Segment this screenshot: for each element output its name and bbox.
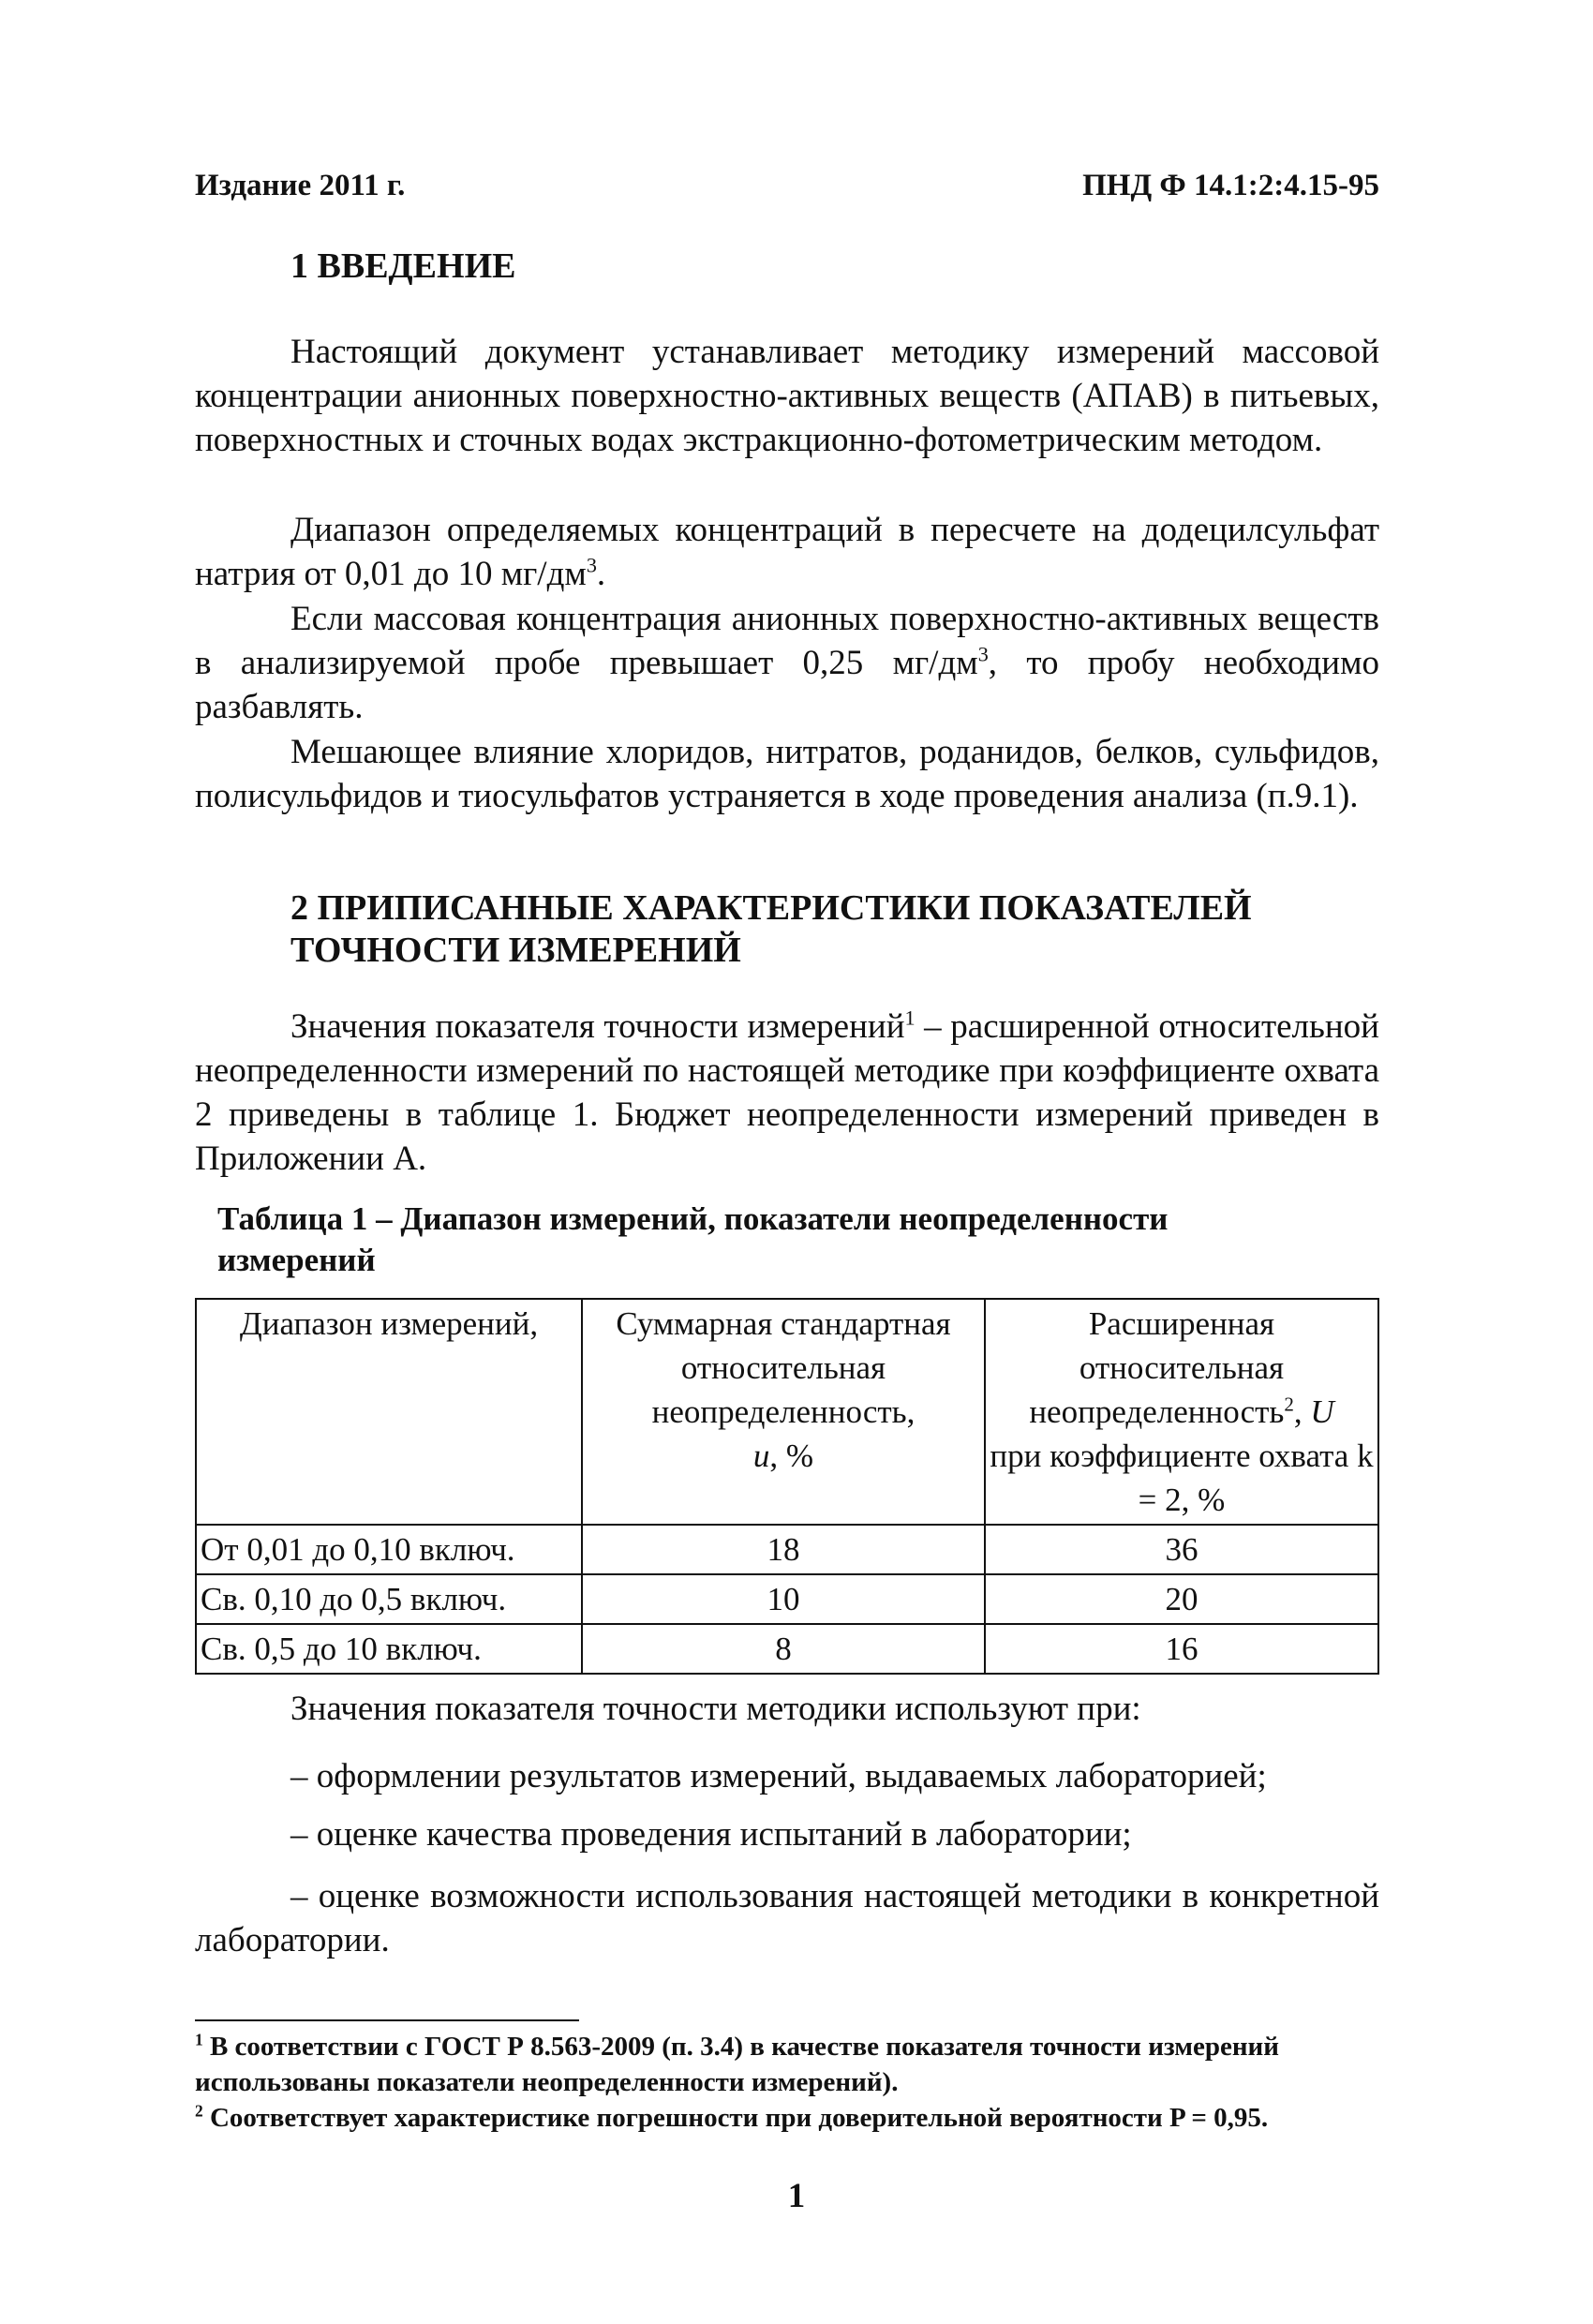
section-2-paragraph: Значения показателя точности измерений$^1$ – расширенной относительной неопределенности измерений по настоящей методике при коэффициенте охвата 2 приведены в таблице 1. Бюджет неопределенности измерений приведен в Приложении А. [195, 1006, 1379, 1178]
cell-u: 18 [582, 1525, 985, 1574]
section-1-title: 1 ВВЕДЕНИЕ [290, 246, 516, 286]
intro-paragraph-3: Если массовая концентрация анионных поверхностно-активных веществ в анализируемой пробе превышает 0,25 $мг/дм^3$, то пробу необходимо разбавлять. [195, 600, 1379, 726]
page-number: 1 [787, 2177, 806, 2215]
table-row [196, 1574, 1378, 1624]
list-item: – оформлении результатов измерений, выдаваемых лабораторией; [290, 1757, 1267, 1795]
section-2-title: 2 ПРИПИСАННЫЕ ХАРАКТЕРИСТИКИ ПОКАЗАТЕЛЕЙ ТОЧНОСТИ ИЗМЕРЕНИЙ [290, 888, 1252, 970]
document-code: ПНД Ф 14.1:2:4.15-95 [1082, 169, 1379, 202]
cell-U: 36 [985, 1525, 1378, 1574]
list-item: – оценке качества проведения испытаний в лаборатории; [290, 1815, 1132, 1854]
table-header-row [196, 1299, 1378, 1525]
cell-range: Св. 0,5 до 10 включ. [196, 1624, 582, 1674]
intro-paragraph-2: Диапазон определяемых концентраций в пересчете на додецилсульфат натрия от 0,01 до 10 $мг/дм^3$. [195, 511, 1379, 593]
footnote-2: $^2$ Соответствует характеристике погрешности при доверительной вероятности P = 0,95. [195, 2101, 1269, 2133]
intro-paragraph-1: Настоящий документ устанавливает методику измерений массовой концентрации анионных поверхностно-активных веществ (АПАВ) в питьевых, поверхностных и сточных водах экстракционно-фотометрическим методом. [195, 333, 1379, 459]
footnote-1: $^1$ В соответствии с ГОСТ Р 8.563-2009 (п. 3.4) в качестве показателя точности измерений использованы показатели неопределенности измерений). [195, 2030, 1279, 2097]
cell-range: От 0,01 до 0,10 включ. [196, 1525, 582, 1574]
header-range: Диапазон измерений, [196, 1299, 582, 1525]
header-standard-uncertainty: Суммарная стандартная относительная неопределенность, u, % [582, 1299, 985, 1525]
table-row [196, 1624, 1378, 1674]
cell-U: 16 [985, 1624, 1378, 1674]
cell-range: Св. 0,10 до 0,5 включ. [196, 1574, 582, 1624]
usage-intro: Значения показателя точности методики используют при: [290, 1690, 1141, 1728]
uncertainty-table [195, 1298, 1379, 1675]
cell-u: 8 [582, 1624, 985, 1674]
footnote-divider [195, 2019, 579, 2021]
intro-paragraph-4: Мешающее влияние хлоридов, нитратов, роданидов, белков, сульфидов, полисульфидов и тиосульфатов устраняется в ходе проведения анализа (п.9.1). [195, 733, 1379, 815]
table-row [196, 1525, 1378, 1574]
header-expanded-uncertainty: Расширенная относительная неопределенность$^2$, U при коэффициенте охвата k = 2, % [985, 1299, 1378, 1525]
cell-U: 20 [985, 1574, 1378, 1624]
cell-u: 10 [582, 1574, 985, 1624]
list-item: – оценке возможности использования настоящей методики в конкретной лаборатории. [195, 1877, 1379, 1959]
edition-label: Издание 2011 г. [195, 169, 406, 202]
table-1-caption: Таблица 1 – Диапазон измерений, показатели неопределенности измерений [217, 1200, 1169, 1278]
